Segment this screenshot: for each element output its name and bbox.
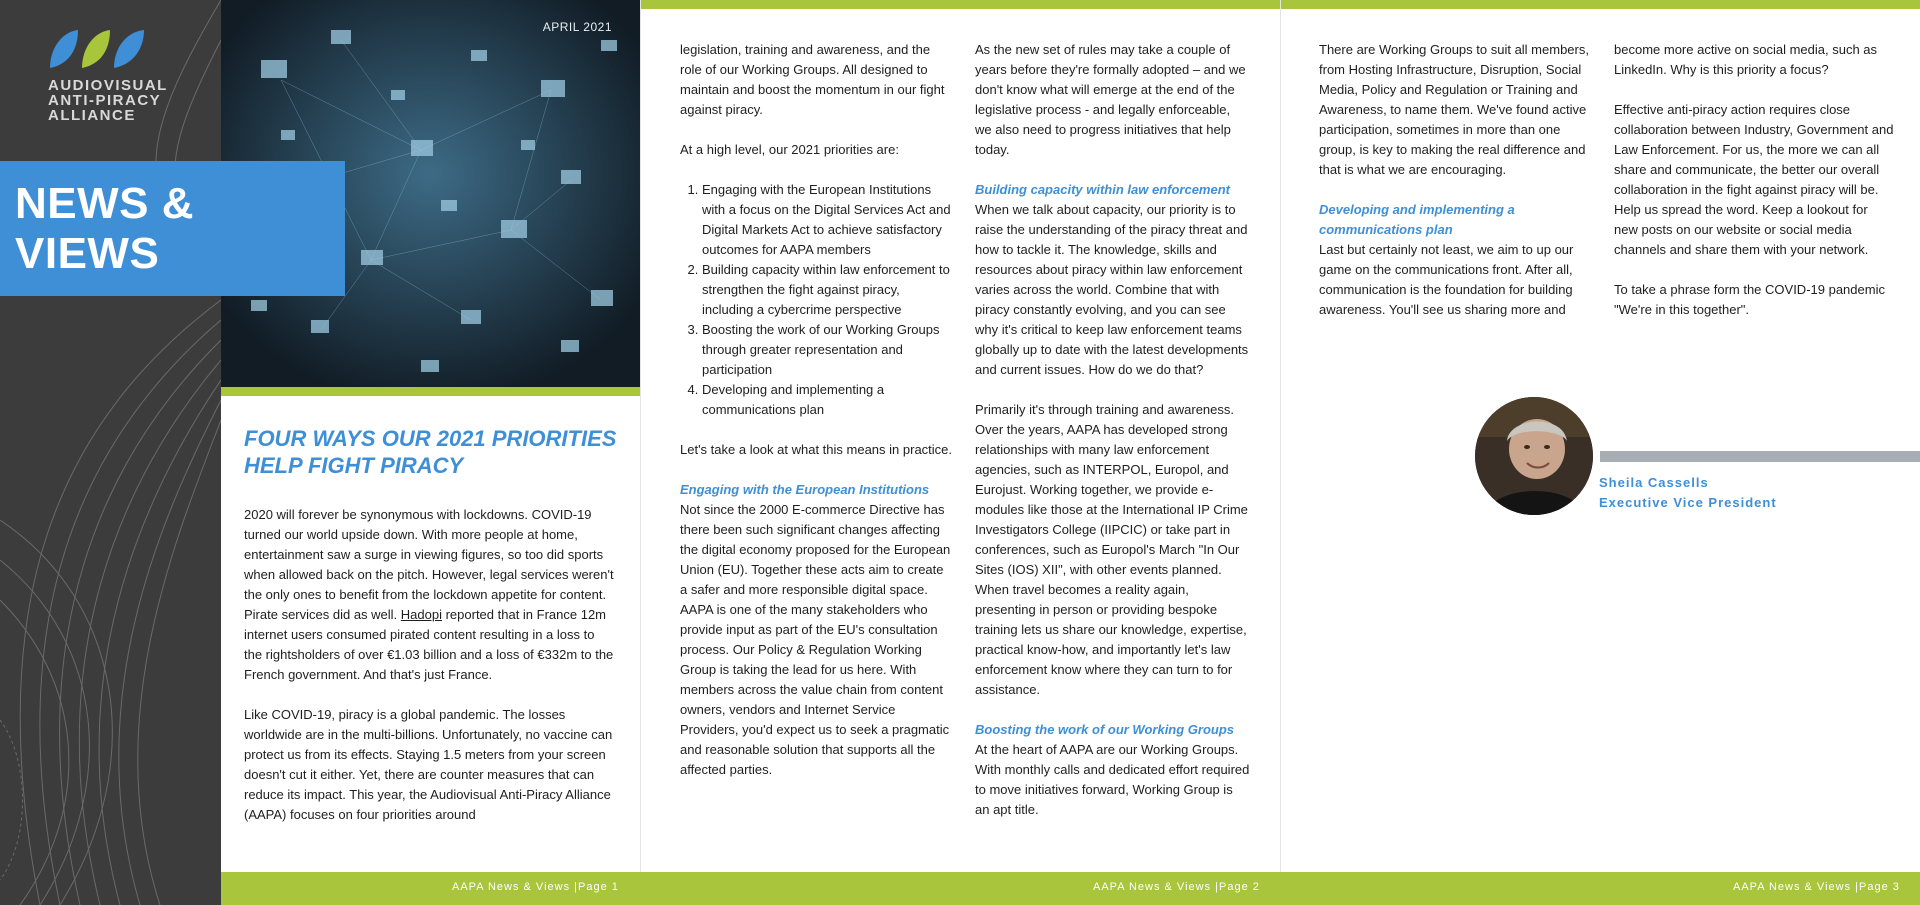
hero-accent-bar	[221, 387, 640, 396]
author-accent-bar	[1600, 451, 1920, 462]
page-1-column	[244, 505, 614, 845]
focus-paragraph: legislation, training and awareness, and the role of our Working Groups. All designed to maintain and boost the momentum in our fight against piracy.	[680, 42, 945, 117]
author-portrait-icon	[1475, 397, 1593, 515]
practice-paragraph: Let's take a look at what this means in practice.	[680, 442, 953, 457]
logo-line-1: AUDIOVISUAL	[48, 77, 168, 94]
logo-wordmark	[48, 78, 188, 123]
priority-item: 2. Building capacity within law enforcement to strengthen the fight against piracy, including a cybercrime perspective	[702, 260, 952, 320]
rules-paragraph: As the new set of rules may take a couple of years before they're formally adopted – and we don't know what will emerge at the end of the legislative process - and legally enforceable, we also need to progress initiatives that help today.	[975, 42, 1246, 157]
training-paragraph: Primarily it's through training and awareness. Over the years, AAPA has developed strong relationships with many law enforcement agencies, such as INTERPOL, Europol, and Eurojust. Working together, we provide e-modules like those at the International IP Crime Investigators College (IIPCIC) or take part in conferences, such as Europol's March "In Our Sites (IOS) XII", with other events planned. When travel becomes a reality again, presenting in person or providing bespoke training lets us share our knowledge, expertise, practical know-how, and importantly let's law enforcement know where they can turn to for assistance.	[975, 402, 1248, 697]
issue-date: APRIL 2021	[542, 20, 612, 34]
page-2-column-right	[975, 40, 1250, 840]
newsletter-title: NEWS & VIEWS	[15, 178, 194, 278]
capacity-paragraph: When we talk about capacity, our priority is to raise the understanding of the piracy threat and how to tackle it. The knowledge, skills and resources about piracy within law enforcement varies across the world. Combine that with piracy constantly evolving, and you can see why it's critical to keep law enforcement teams globally up to date with the latest developments and current issues. How do we do that?	[975, 202, 1249, 377]
page-3-column-right	[1614, 40, 1894, 340]
collaboration-paragraph: Effective anti-piracy action requires close collaboration between Industry, Government and Law Enforcement. For us, the more we can all share and communicate, the better our overall collaboration in the fight against piracy will be. Help us spread the word. Keep a lookout for new posts on our website or social media channels and share them with your network.	[1614, 102, 1894, 257]
priority-item: 3. Boosting the work of our Working Groups through greater representation and participation	[702, 320, 952, 380]
footer-page-1: AAPA News & Views |Page 1	[452, 881, 619, 893]
logo-line-2: ANTI-PIRACY	[48, 92, 162, 109]
page-3-column-left	[1319, 40, 1594, 340]
author-name: Sheila Cassells	[1599, 475, 1709, 490]
article-title: FOUR WAYS OUR 2021 PRIORITIES HELP FIGHT PIRACY	[244, 426, 617, 478]
newsletter-title-banner	[0, 161, 345, 296]
priority-item: 1. Engaging with the European Institutions with a focus on the Digital Services Act and Digital Markets Act to achieve satisfactory outcomes for AAPA members	[702, 180, 952, 260]
section-heading-boosting: Boosting the work of our Working Groups	[975, 722, 1235, 737]
hadopi-link[interactable]: Hadopi	[400, 607, 442, 622]
logo-mark	[48, 28, 188, 72]
decorative-curves	[0, 0, 221, 905]
sidebar	[0, 0, 221, 905]
priority-item: 4. Developing and implementing a communications plan	[702, 380, 952, 420]
engaging-paragraph: Not since the 2000 E-commerce Directive has there been such significant changes affecting the digital economy proposed for the European Union (EU). Together these acts aim to create a safer and more responsible digital space. AAPA is one of the many stakeholders who provide input as part of the EU's consultation process. Our Policy & Regulation Working Group is taking the lead for us here. With members across the value chain from content owners, vendors and Internet Service Providers, you'd expect us to seek a pragmatic and reasonable solution that supports all the affected parties.	[680, 502, 951, 777]
logo-mark-icon	[48, 28, 148, 72]
priorities-list	[680, 180, 952, 420]
boosting-paragraph: At the heart of AAPA are our Working Groups. With monthly calls and dedicated effort required to move initiatives forward, Working Group is an apt title.	[975, 742, 1250, 817]
logo-line-3: ALLIANCE	[48, 107, 136, 124]
section-heading-communications: Developing and implementing a communications plan	[1319, 202, 1515, 237]
page-2-column-left	[680, 40, 952, 800]
pandemic-paragraph: Like COVID-19, piracy is a global pandemic. The losses worldwide are in the multi-billions. Unfortunately, no vaccine can protect us from its effects. Staying 1.5 meters from your screen doesn't cut it either. Yet, there are counter measures that can reduce its impact. This year, the Audiovisual Anti-Piracy Alliance (AAPA) focuses on four priorities around	[244, 707, 613, 822]
closing-paragraph: To take a phrase form the COVID-19 pandemic "We're in this together".	[1614, 282, 1885, 317]
author-role: Executive Vice President	[1599, 495, 1777, 510]
intro-paragraph	[244, 505, 614, 685]
intro-text: 2020 will forever be synonymous with lockdowns. COVID-19 turned our world upside down. With more people at home, entertainment saw a surge in viewing figures, so too did sports when allowed back on the pitch. However, legal services weren't the only ones to benefit from the lockdown appetite for content. Pirate services did as well.	[244, 507, 614, 622]
intro-text-continued: reported that in France 12m internet users consumed pirated content resulting in a loss to the rightsholders of over €1.03 billion and a loss of €332m to the French government. And that's just France.	[244, 607, 614, 682]
page-divider	[640, 0, 641, 872]
author-photo	[1475, 397, 1593, 515]
page-3-top-bar	[1281, 0, 1920, 9]
footer-page-2: AAPA News & Views |Page 2	[1093, 881, 1260, 893]
communications-paragraph: Last but certainly not least, we aim to up our game on the communications front. After all, communication is the foundation for building awareness. You'll see us sharing more and	[1319, 242, 1574, 317]
priorities-intro: At a high level, our 2021 priorities are:	[680, 142, 899, 157]
page-2-top-bar	[640, 0, 1280, 9]
page-divider	[1280, 0, 1281, 872]
section-heading-capacity: Building capacity within law enforcement	[975, 182, 1230, 197]
aapa-logo[interactable]	[48, 28, 188, 123]
footer-page-3: AAPA News & Views |Page 3	[1733, 881, 1900, 893]
working-groups-paragraph: There are Working Groups to suit all members, from Hosting Infrastructure, Disruption, Social Media, Policy and Regulation or Training and Awareness, to name them. We've found active participation, sometimes in more than one group, is key to making the real difference and that is what we are encouraging.	[1319, 42, 1589, 177]
social-media-paragraph: become more active on social media, such as LinkedIn. Why is this priority a focus?	[1614, 42, 1878, 77]
section-heading-engaging: Engaging with the European Institutions	[680, 482, 930, 497]
